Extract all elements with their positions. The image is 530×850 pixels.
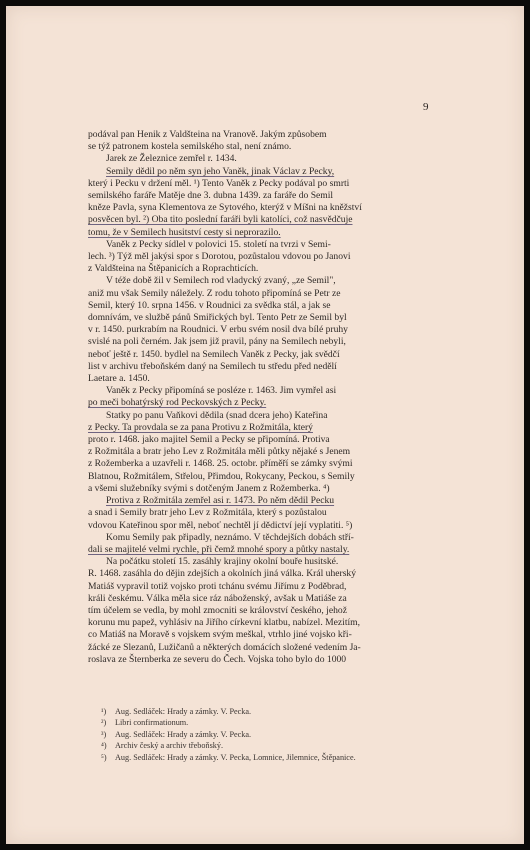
text-line: tím účelem se vedla, by mohl zmocniti se království českého, jehož [88, 604, 347, 616]
footnote-text: Aug. Sedláček: Hrady a zámky. V. Pecka. [115, 729, 252, 739]
text-line: vdovou Kateřinou spor měl, neboť nechtěl jí dědictví její vyplatiti. ⁵) [88, 519, 353, 531]
text-line: lech. ³) Týž měl jakýsi spor s Dorotou, pozůstalou vdovou po Janovi [88, 251, 351, 263]
footnotes [101, 706, 456, 763]
footnote [101, 706, 456, 717]
text-line: posvěcen byl. ²) Oba tito poslední faráři byli katolíci, což nasvědčuje [88, 214, 353, 226]
text-line: Semil, který 10. srpna 1456. v Roudnici za svědka stál, a jak se [88, 299, 331, 311]
footnote-text: Libri confirmationum. [115, 718, 189, 728]
footnote [101, 752, 456, 763]
text-line: králi českému. Válka měla sice ráz náboženský, avšak u Matiáše za [88, 592, 347, 604]
text-line: dali se majitelé velmi rychle, při čemž mnohé spory a půtky nastaly. [88, 543, 350, 555]
text-line: Statky po panu Vaňkovi dědila (snad dcera jeho) Kateřina [106, 409, 328, 421]
text-line: z Pecky. Ta provdala se za pana Protivu z Rožmitála, který [88, 421, 313, 433]
text-line: proto r. 1468. jako majitel Semil a Pecky se připomíná. Protiva [88, 434, 330, 446]
footnote-mark: ⁵) [101, 752, 107, 762]
text-line: Vaněk z Pecky připomíná se posléze r. 1463. Jim vymřel asi [106, 385, 337, 397]
text-line: Semily dědil po něm syn jeho Vaněk, jinak Václav z Pecky, [106, 165, 335, 177]
text-line: Protiva z Rožmitála zemřel asi r. 1473. Po něm dědil Pecku [106, 495, 335, 507]
text-line: domnívám, ve službě pánů Smiřických byl. Tento Petr ze Semil byl [88, 312, 347, 324]
text-line: tomu, že v Semilech husitství cesty si neprorazilo. [88, 226, 281, 238]
text-line: kněze Pavla, syna Klementova ze Sytového, kterýž v Míšni na kněžství [88, 202, 362, 214]
footnote [101, 729, 456, 740]
footnote-text: Aug. Sedláček: Hrady a zámky. V. Pecka. [115, 707, 252, 716]
footnote-text: Aug. Sedláček: Hrady a zámky. V. Pecka, Lomnice, Jilemnice, Štěpanice. [115, 752, 356, 762]
text-line: z Valdšteina na Štěpanicích a Roprachticích. [88, 263, 259, 275]
text-line: po meči bohatýrský rod Peckovských z Pecky. [88, 397, 267, 409]
text-line: z Rožmitála a bratr jeho Lev z Rožmitála měli půtky nějaké s Jenem [88, 446, 351, 458]
text-line: Na počátku století 15. zasáhly krajiny okolní bouře husitské. [106, 556, 339, 568]
footnote-mark: ³) [101, 729, 107, 739]
footnote-text: Archiv český a archiv třeboňský. [115, 741, 223, 751]
text-line: Vaněk z Pecky sídlel v polovici 15. století na tvrzi v Semi- [106, 238, 331, 250]
text-line: se týž patronem kostela semilského stal, není známo. [88, 141, 292, 153]
footnote-mark: ⁴) [101, 741, 107, 751]
text-line: podával pan Henik z Valdšteina na Vranově. Jakým způsobem [88, 129, 327, 140]
text-line: aniž mu však Semily náležely. Z rodu tohoto připomíná se Petr ze [88, 287, 341, 299]
text-line: Blatnou, Rožmitálem, Střelou, Přimdou, Rokycany, Peckou, s Semily [88, 470, 355, 482]
text-line: který i Pecku v držení měl. ¹) Tento Vaněk z Pecky podával po smrti [88, 177, 350, 189]
text-line: v r. 1450. purkrabím na Roudnici. V erbu svém nosil dva bílé pruhy [88, 324, 348, 336]
text-line: Laetare a. 1450. [88, 373, 150, 385]
text-line: list v archivu třeboňském daný na Semilech tu středu před nedělí [88, 360, 337, 372]
text-line: žácké ze Slezanů, Lužičanů a některých domácích složené vedením Ja- [88, 641, 361, 653]
text-line: a snad i Semily bratr jeho Lev z Rožmitála, který s pozůstalou [88, 507, 327, 519]
text-line: korunu mu papež, vyhlásiv na Jiřího církevní klatbu, nabízel. Mezitím, [88, 617, 361, 629]
page-number: 9 [423, 101, 429, 113]
footnote-mark: ²) [101, 718, 107, 728]
text-line: V téže době žil v Semilech rod vladycký zvaný, „ze Semil", [106, 275, 336, 287]
text-line: Jarek ze Železnice zemřel r. 1434. [106, 153, 237, 165]
text-line: co Matiáš na Moravě s vojskem svým meškal, vtrhlo jiné vojsko kři- [88, 629, 352, 641]
footnote [101, 740, 456, 751]
text-line: neboť ještě r. 1450. bydlel na Semilech Vaněk z Pecky, jak svědčí [88, 348, 340, 360]
text-line: Komu Semily pak připadly, neznámo. V těchdejších dobách stří- [106, 531, 354, 543]
text-line: z Rožemberka a uzavřeli r. 1468. 25. octobr. příměří se zámky svými [88, 458, 353, 470]
text-line: R. 1468. zasáhla do dějin zdejších a okolních jiná válka. Král uherský [88, 568, 357, 580]
footnote [101, 717, 456, 728]
text-line: semilského faráře Matěje dne 3. dubna 1439. za faráře do Semil [88, 190, 334, 202]
text-line: svislé na poli černém. Jak jsem již pravil, pány na Semilech nebyli, [88, 336, 346, 348]
body-text [88, 129, 442, 666]
text-line: a všemi služebníky svými s dotčeným Janem z Rožemberka. ⁴) [88, 482, 330, 494]
book-page [6, 6, 524, 844]
footnote-mark: ¹) [101, 707, 107, 716]
text-line: roslava ze Šternberka ze severu do Čech. Vojska toho bylo do 1000 [88, 653, 347, 665]
text-line: Matiáš vypravil totiž vojsko proti tchánu svému Jiřímu z Poděbrad, [88, 580, 347, 592]
